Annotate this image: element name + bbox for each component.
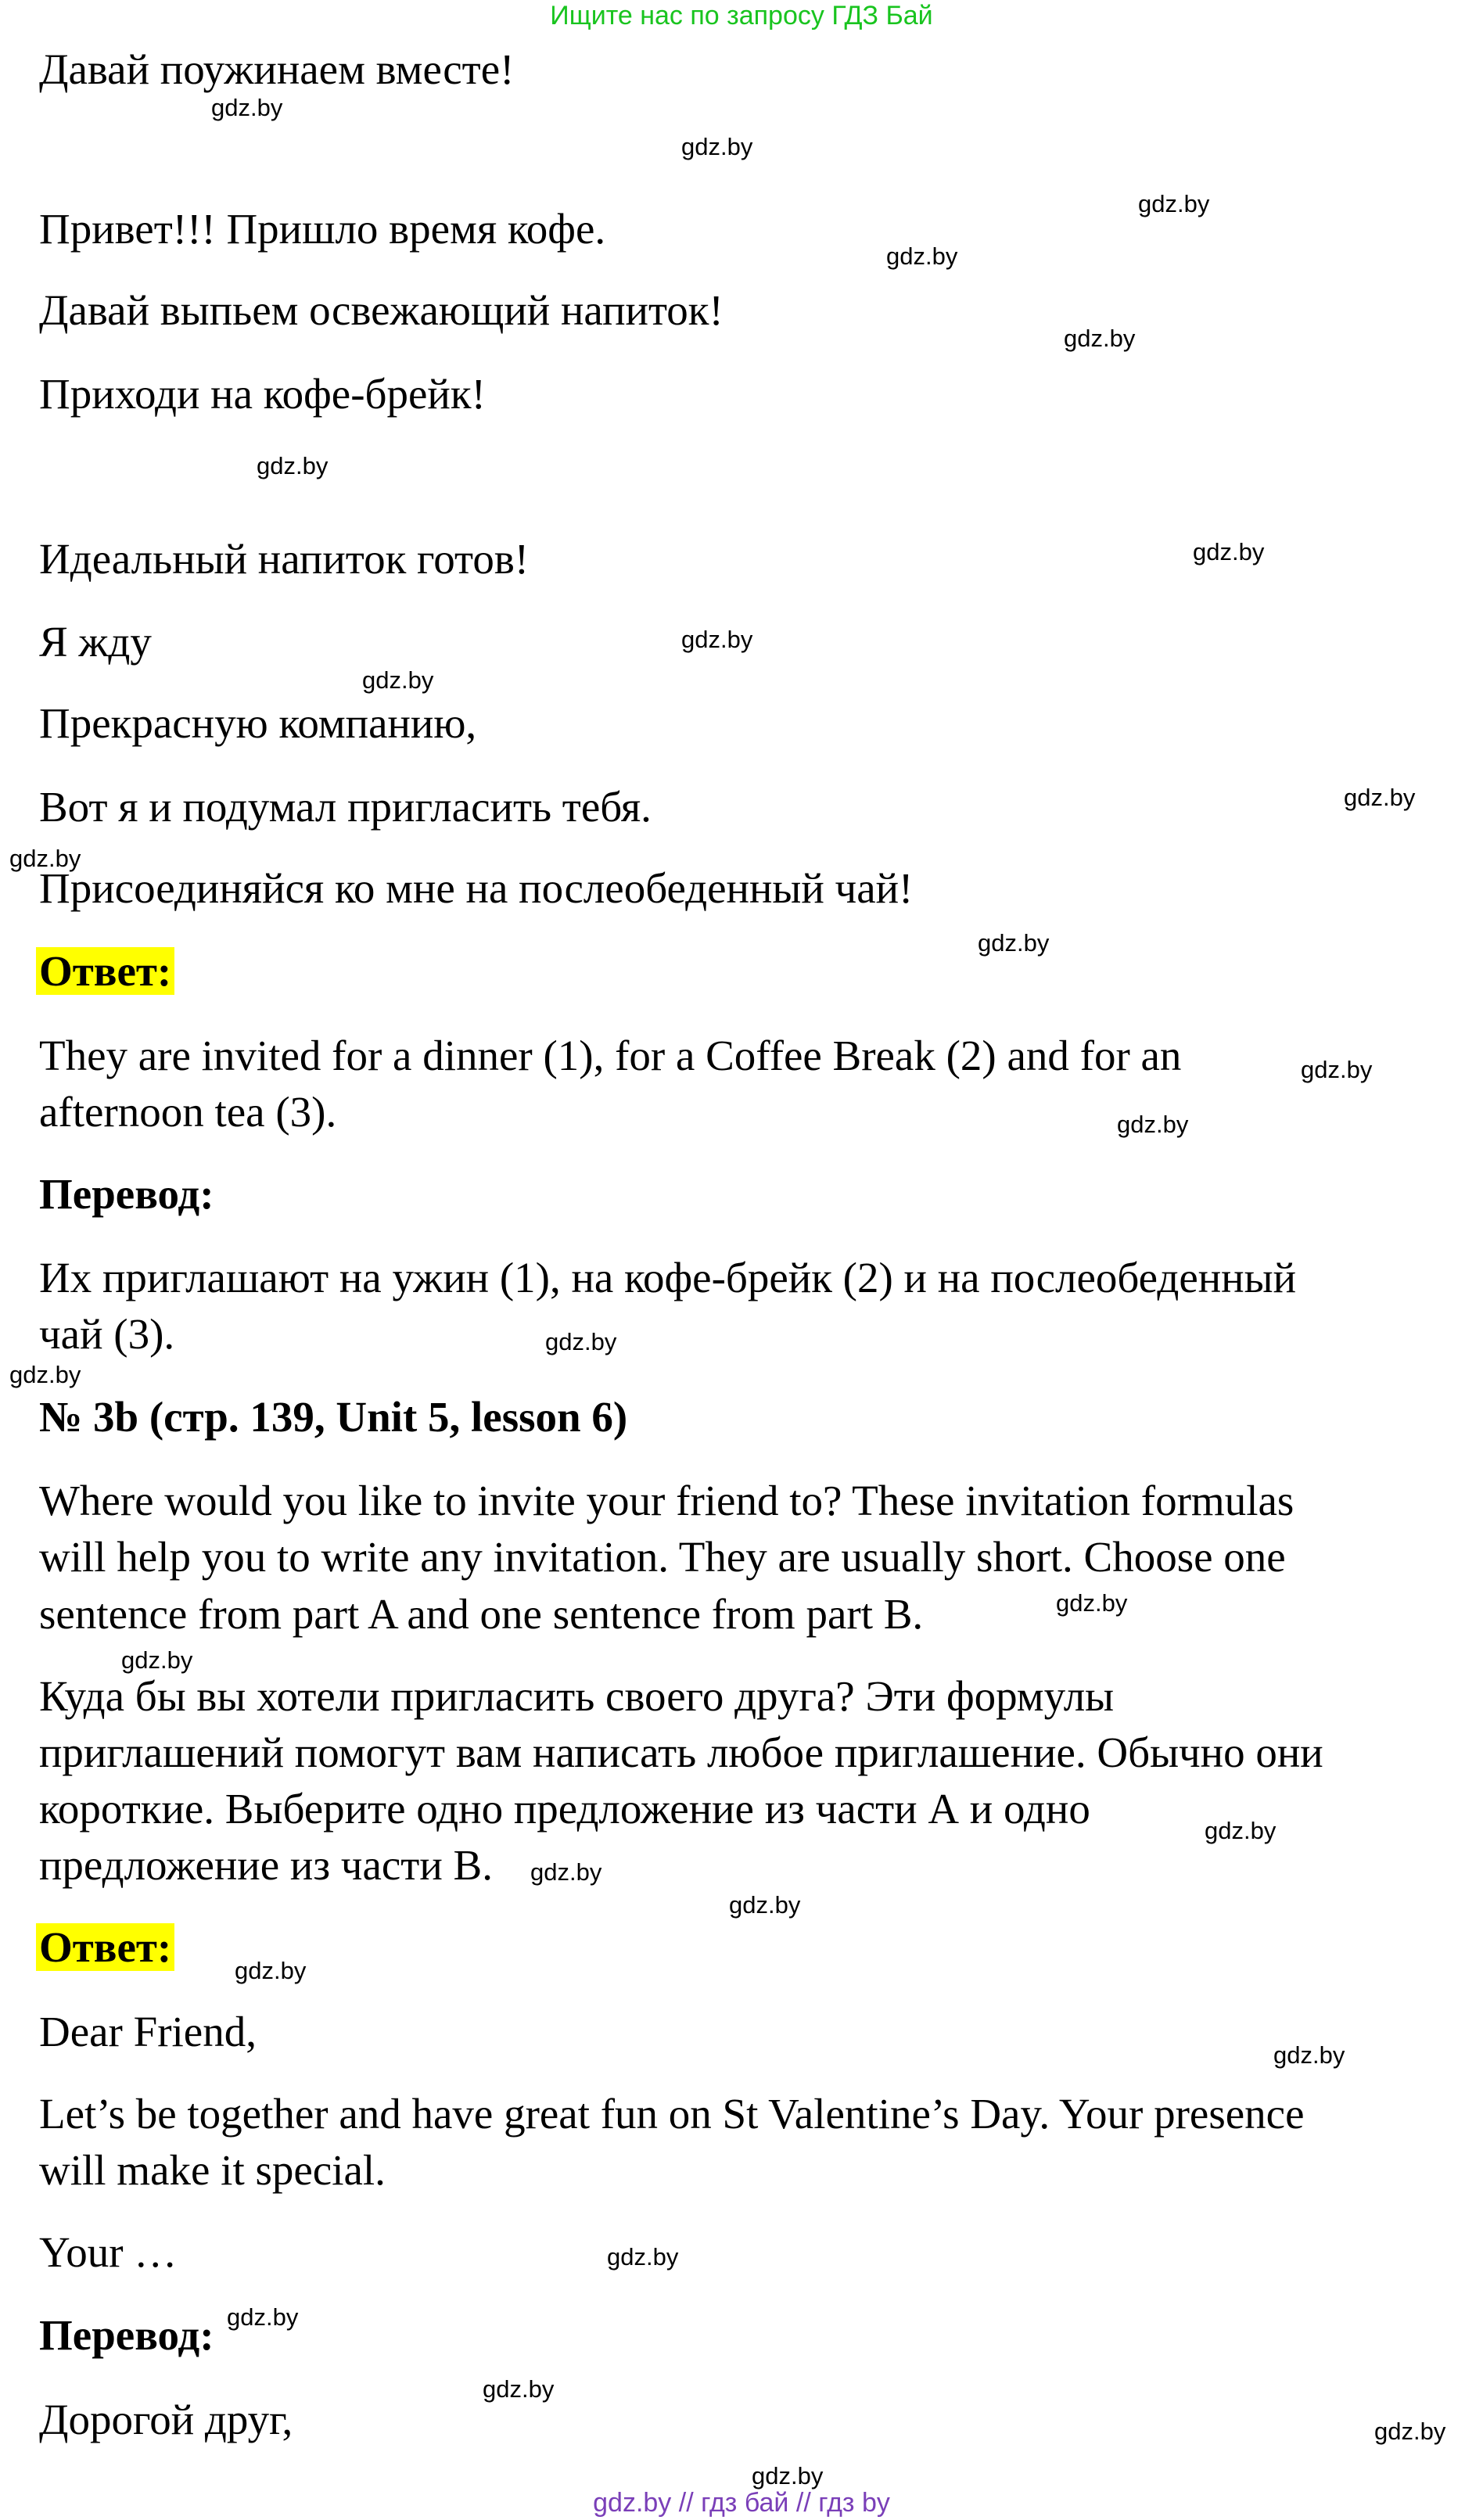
watermark: gdz.by	[681, 626, 753, 653]
text-line: Your …	[39, 2228, 178, 2276]
watermark: gdz.by	[545, 1328, 617, 1355]
watermark: gdz.by	[9, 1361, 81, 1388]
text-line: Where would you like to invite your friend to? These invitation formulas	[39, 1477, 1294, 1524]
watermark: gdz.by	[1273, 2041, 1345, 2069]
watermark: gdz.by	[530, 1858, 602, 1886]
text-line: Я жду	[39, 618, 152, 666]
text-line: Приходи на кофе-брейк!	[39, 370, 486, 418]
watermark: gdz.by	[1374, 2418, 1446, 2445]
text-line: sentence from part A and one sentence from part B.	[39, 1590, 924, 1638]
watermark: gdz.by	[235, 1957, 307, 1984]
watermark: gdz.by	[362, 666, 434, 694]
text-line: чай (3).	[39, 1310, 175, 1358]
text-line: Dear Friend,	[39, 2008, 257, 2055]
watermark: gdz.by	[1344, 784, 1416, 811]
text-line: Вот я и подумал пригласить тебя.	[39, 783, 652, 831]
watermark: gdz.by	[681, 133, 753, 160]
watermark: gdz.by	[1117, 1111, 1189, 1138]
text-line: They are invited for a dinner (1), for a Coffee Break (2) and for an	[39, 1032, 1182, 1079]
answer-label: Ответ:	[36, 947, 174, 995]
text-line: Идеальный напиток готов!	[39, 535, 530, 583]
text-line: will make it special.	[39, 2146, 386, 2194]
translation-heading: Перевод:	[39, 2311, 214, 2359]
watermark: gdz.by	[121, 1646, 193, 1674]
text-line: afternoon tea (3).	[39, 1088, 337, 1136]
watermark: gdz.by	[729, 1891, 801, 1919]
text-line: Привет!!! Пришло время кофе.	[39, 205, 606, 253]
watermark: gdz.by	[483, 2375, 555, 2403]
watermark: gdz.by	[1193, 538, 1265, 565]
watermark: gdz.by	[1301, 1056, 1373, 1083]
text-line: Присоединяйся ко мне на послеобеденный чай!	[39, 864, 914, 912]
text-line: Давай поужинаем вместе!	[39, 45, 515, 93]
watermark: gdz.by	[978, 929, 1050, 957]
watermark: gdz.by	[886, 242, 958, 270]
text-line: will help you to write any invitation. They are usually short. Choose one	[39, 1533, 1286, 1581]
watermark: gdz.by	[1064, 325, 1136, 352]
answer-label: Ответ:	[36, 1923, 174, 1971]
watermark: gdz.by	[9, 845, 81, 872]
exercise-heading: № 3b (стр. 139, Unit 5, lesson 6)	[39, 1393, 628, 1441]
text-line: Куда бы вы хотели пригласить своего друга? Эти формулы	[39, 1672, 1115, 1720]
text-line: приглашений помогут вам написать любое приглашение. Обычно они	[39, 1728, 1323, 1776]
watermark: gdz.by	[1138, 190, 1210, 217]
text-line: Дорогой друг,	[39, 2396, 293, 2443]
text-line: Их приглашают на ужин (1), на кофе-брейк (2) и на послеобеденный	[39, 1254, 1297, 1301]
watermark: gdz.by	[211, 94, 283, 121]
watermark: gdz.by	[607, 2243, 679, 2271]
watermark: gdz.by	[1056, 1589, 1128, 1617]
watermark: gdz.by	[1205, 1817, 1277, 1844]
watermark: gdz.by	[257, 452, 329, 479]
text-line: короткие. Выберите одно предложение из части А и одно	[39, 1785, 1090, 1833]
text-line: Давай выпьем освежающий напиток!	[39, 286, 724, 334]
text-line: предложение из части В.	[39, 1841, 493, 1889]
text-line: Прекрасную компанию,	[39, 699, 477, 747]
watermark: gdz.by	[752, 2462, 824, 2489]
answer-heading	[39, 942, 1447, 1000]
text-line: Let’s be together and have great fun on St Valentine’s Day. Your presence	[39, 2090, 1305, 2138]
watermark: gdz.by	[227, 2303, 299, 2331]
site-footer-banner: gdz.by // гдз бай // гдз by	[593, 2488, 890, 2518]
translation-heading: Перевод:	[39, 1170, 214, 1218]
site-header-banner: Ищите нас по запросу ГДЗ Бай	[550, 1, 933, 31]
